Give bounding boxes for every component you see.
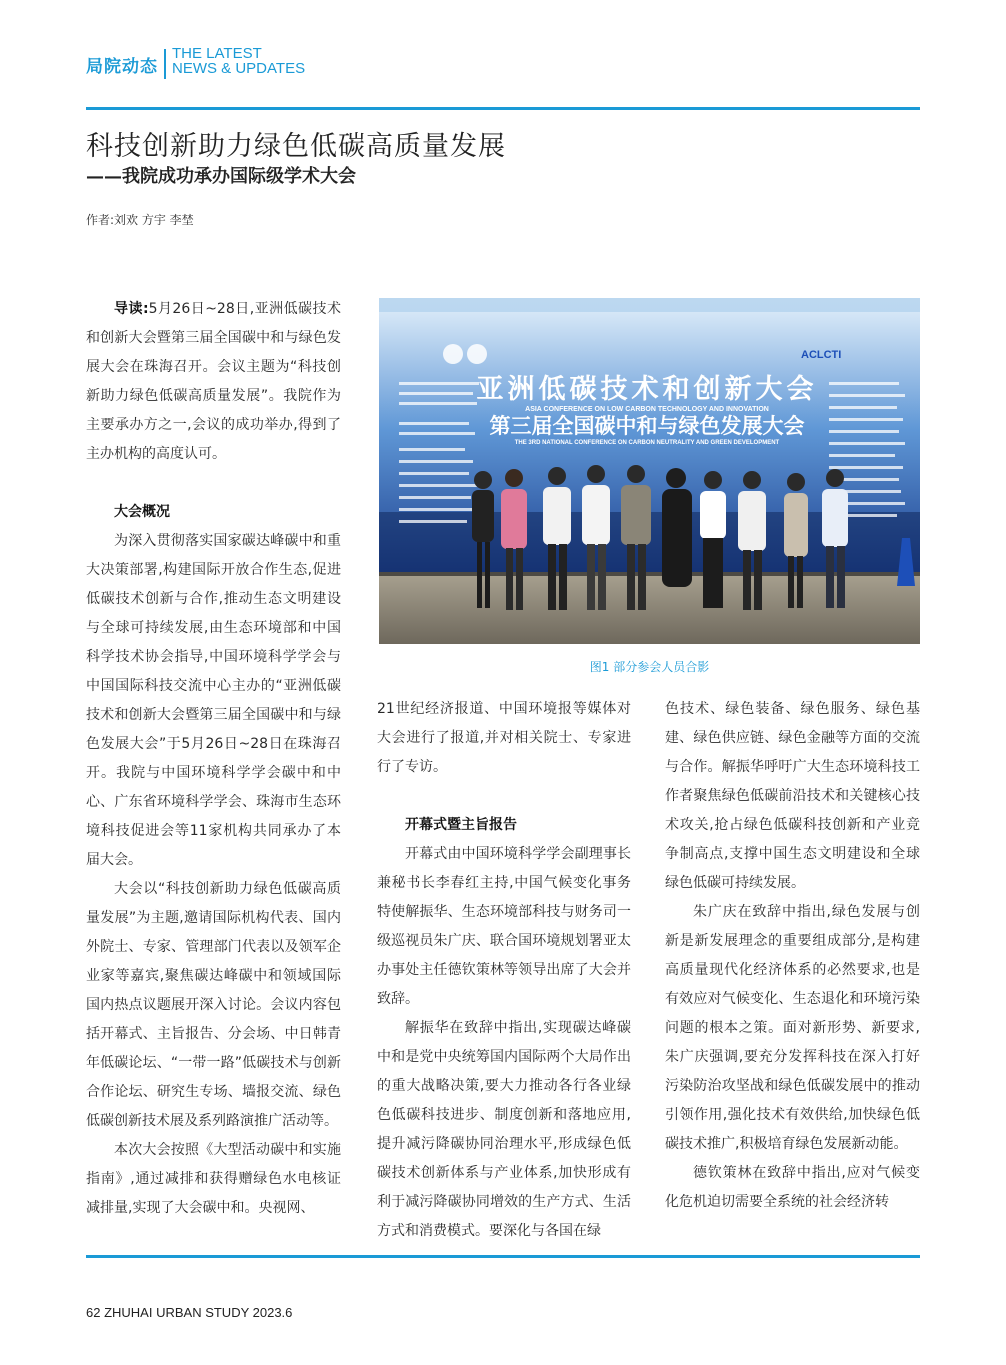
paragraph: 解振华在致辞中指出,实现碳达峰碳中和是党中央统筹国内国际两个大局作出的重大战略决策,要大力推动各行各业绿色低碳科技进步、制度创新和落地应用,提升减污降碳协同治理水平,形成绿色低碳技术创新体系与产业体系,加快形成有利于减污降碳协同增效的生产方式、生活方式和消费模式。要深化与各国在绿 [377, 1020, 631, 1239]
section-label-english [172, 46, 305, 76]
column-2 [377, 695, 631, 1246]
intro-label: 导读: [114, 301, 149, 317]
intro-text: 5月26日~28日,亚洲低碳技术和创新大会暨第三届全国碳中和与绿色发展大会在珠海召开。会议主题为“科技创新助力绿色低碳高质量发展”。我院作为主要承办方之一,会议的成功举办,得到了主办机构的高度认可。 [86, 301, 341, 462]
group-photo [379, 298, 920, 644]
photo-caption: 图1 部分参会人员合影 [589, 660, 710, 674]
paragraph: 为深入贯彻落实国家碳达峰碳中和重大决策部署,构建国际开放合作生态,促进低碳技术创新与合作,推动生态文明建设与全球可持续发展,由生态环境部和中国科学技术协会指导,中国环境科学学会与中国国际科技交流中心主办的“亚洲低碳技术和创新大会暨第三届全国碳中和与绿色发展大会”于5月26日~28日在珠海召开。我院与中国环境科学学会碳中和中心、广东省环境科学学会、珠海市生态环境科技促进会等11家机构共同承办了本届大会。 [86, 533, 341, 868]
banner-subtitle-cn: 第三届全国碳中和与绿色发展大会 [489, 414, 805, 438]
section-label-en-line2: NEWS & UPDATES [172, 60, 306, 77]
banner-subtitle-en: THE 3RD NATIONAL CONFERENCE ON CARBON NEUTRALITY AND GREEN DEVELOPMENT [514, 440, 780, 446]
heading-opening: 开幕式暨主旨报告 [405, 817, 517, 833]
section-label: 局院动态 [86, 57, 158, 77]
intro-paragraph [86, 295, 341, 469]
section-label-en-line1: THE LATEST [172, 45, 262, 62]
person [700, 471, 726, 608]
column-3 [665, 695, 920, 1217]
banner-title-cn: 亚洲低碳技术和创新大会 [476, 374, 818, 405]
banner-title-en: ASIA CONFERENCE ON LOW CARBON TECHNOLOGY AND INNOVATION [525, 406, 769, 413]
paragraph: 德钦策林在致辞中指出,应对气候变化危机迫切需要全系统的社会经济转 [665, 1165, 920, 1210]
paragraph: 朱广庆在致辞中指出,绿色发展与创新是新发展理念的重要组成部分,是构建高质量现代化经济体系的必然要求,也是有效应对气候变化、生态退化和环境污染问题的根本之策。面对新形势、新要求,朱广庆强调,要充分发挥科技在深入打好污染防治攻坚战和绿色低碳发展中的推动引领作用,强化技术有效供给,加快绿色低碳技术推广,积极培育绿色发展新动能。 [665, 904, 920, 1152]
conference-logo: ACLCTI [801, 349, 842, 361]
paragraph: 本次大会按照《大型活动碳中和实施指南》,通过减排和获得赠绿色水电核证减排量,实现了大会碳中和。央视网、 [86, 1142, 341, 1216]
paragraph: 大会以“科技创新助力绿色低碳高质量发展”为主题,邀请国际机构代表、国内外院士、专家、管理部门代表以及领军企业家等嘉宾,聚焦碳达峰碳中和领域国际国内热点议题展开深入讨论。会议内容包括开幕式、主旨报告、分会场、中日韩青年低碳论坛、“一带一路”低碳技术与创新合作论坛、研究生专场、墙报交流、绿色低碳创新技术展及系列路演推广活动等。 [86, 881, 341, 1129]
article-title: 科技创新助力绿色低碳高质量发展 [86, 131, 506, 162]
article-author: 作者:刘欢 方宇 李埜 [86, 213, 194, 227]
section-divider [164, 49, 166, 79]
paragraph: 21世纪经济报道、中国环境报等媒体对大会进行了报道,并对相关院士、专家进行了专访。 [377, 701, 631, 775]
header-rule [86, 107, 920, 110]
footer-rule [86, 1255, 920, 1258]
heading-overview: 大会概况 [114, 504, 170, 520]
paragraph: 色技术、绿色装备、绿色服务、绿色基建、绿色供应链、绿色金融等方面的交流与合作。解振华呼吁广大生态环境科技工作者聚焦绿色低碳前沿技术和关键核心技术攻关,抢占绿色低碳科技创新和产业竞争制高点,支撑中国生态文明建设和全球绿色低碳可持续发展。 [665, 701, 920, 891]
paragraph: 开幕式由中国环境科学学会副理事长兼秘书长李春红主持,中国气候变化事务特使解振华、生态环境部科技与财务司一级巡视员朱广庆、联合国环境规划署亚太办事处主任德钦策林等领导出席了大会并致辞。 [377, 846, 631, 1007]
article-subtitle: ——我院成功承办国际级学术大会 [86, 166, 356, 187]
column-1 [86, 295, 341, 1223]
page-footer: 62 ZHUHAI URBAN STUDY 2023.6 [86, 1305, 293, 1320]
